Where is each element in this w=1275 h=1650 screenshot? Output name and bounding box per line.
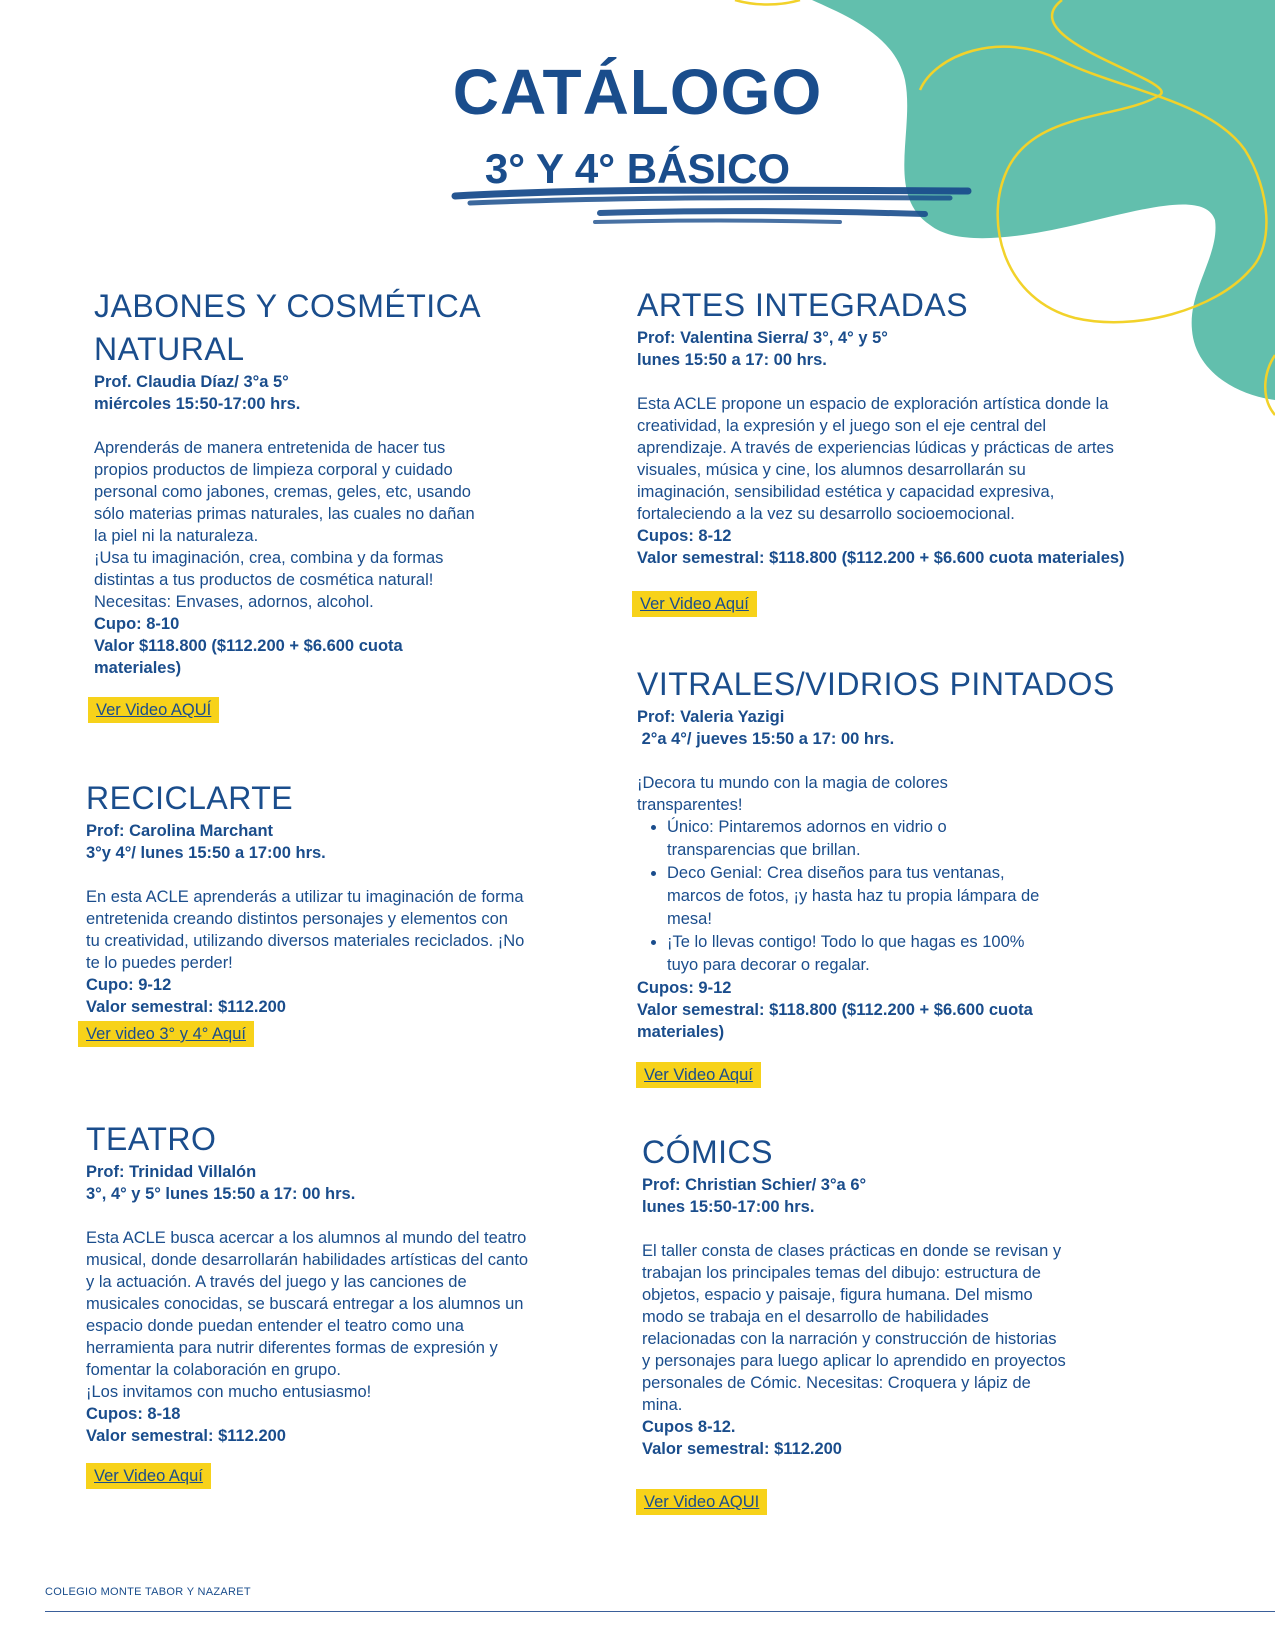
workshop-teatro [86,1118,606,1447]
workshop-title: JABONES Y COSMÉTICA NATURAL [94,288,482,367]
video-link-comics[interactable]: Ver Video AQUI [636,1489,767,1515]
workshop-description: Aprenderás de manera entretenida de hacer tus propios productos de limpieza corporal y cuidado personal como jabones, cremas, geles, etc, usando sólo materias primas naturales, las cuales no dañan la piel ni la naturaleza. ¡Usa tu imaginación, crea, combina y da formas distintas a tus productos de cosmética natural! Necesitas: Envases, adornos, alcohol. [94,439,475,611]
workshop-teacher: Prof. Claudia Díaz/ 3°a 5° [94,373,289,391]
workshop-teacher: Prof: Valentina Sierra/ 3°, 4° y 5° [637,329,888,347]
workshop-comics [642,1131,1162,1460]
workshop-description: Esta ACLE busca acercar a los alumnos al mundo del teatro musical, donde desarrollarán habilidades artísticas del canto y la actuación. A través del juego y las canciones de musicales conocidas, se buscará entregar a los alumnos un espacio donde puedan entender el teatro como una herramienta para nutrir diferentes formas de expresión y fomentar la colaboración en grupo. ¡Los invitamos con mucho entusiasmo! [86,1229,529,1401]
page-subtitle: 3° Y 4° BÁSICO [484,145,791,192]
workshop-price: Valor semestral: $118.800 ($112.200 + $6.600 cuota materiales) [637,1001,1033,1041]
workshop-teacher: Prof: Trinidad Villalón [86,1163,257,1181]
list-item: • Único: Pintaremos adornos en vidrio o transparencias que brillan. [667,816,1157,862]
workshop-price: Valor $118.800 ($112.200 + $6.600 cuota materiales) [94,637,403,677]
workshop-title: RECICLARTE [86,780,294,816]
workshop-cupo: Cupos 8-12. [642,1418,736,1436]
yellow-arc-top [735,0,800,5]
workshop-price: Valor semestral: $118.800 ($112.200 + $6.600 cuota materiales) [637,549,1125,567]
list-item: • Deco Genial: Crea diseños para tus ventanas, marcos de fotos, ¡y hasta haz tu propia lámpara de mesa! [667,862,1157,931]
brush-stroke-underline [455,190,968,222]
footer-school-name: COLEGIO MONTE TABOR Y NAZARET [45,1586,251,1598]
feature-list [637,816,1157,977]
workshop-title: CÓMICS [642,1134,773,1170]
workshop-teacher: Prof: Carolina Marchant [86,822,274,840]
workshop-description: El taller consta de clases prácticas en donde se revisan y trabajan los principales temas del dibujo: estructura de objetos, espacio y paisaje, figura humana. Del mismo modo se trabaja en el desarrollo de habilidades relacionadas con la narración y construcción de historias y personajes para luego aplicar lo aprendido en proyectos personales de Cómic. Necesitas: Croquera y lápiz de mina. [642,1242,1066,1414]
workshop-title: TEATRO [86,1121,217,1157]
workshop-schedule: 2°a 4°/ jueves 15:50 a 17: 00 hrs. [637,730,895,748]
workshop-vitrales [637,663,1157,1043]
list-item: • ¡Te lo llevas contigo! Todo lo que hagas es 100% tuyo para decorar o regalar. [667,931,1157,977]
page-title: CATÁLOGO [452,56,823,128]
video-link-vitrales[interactable]: Ver Video Aquí [636,1062,761,1088]
workshop-price: Valor semestral: $112.200 [86,1427,286,1445]
workshop-price: Valor semestral: $112.200 [642,1440,842,1458]
workshop-title: ARTES INTEGRADAS [637,287,969,323]
workshop-reciclarte [86,777,586,1018]
workshop-schedule: 3°y 4°/ lunes 15:50 a 17:00 hrs. [86,844,326,862]
video-link-reciclarte[interactable]: Ver video 3° y 4° Aquí [78,1021,254,1047]
workshop-artes-integradas [637,284,1197,569]
workshop-price: Valor semestral: $112.200 [86,998,286,1016]
workshop-schedule: miércoles 15:50-17:00 hrs. [94,395,301,413]
video-link-jabones[interactable]: Ver Video AQUÍ [88,697,219,723]
footer-divider [45,1611,1275,1612]
workshop-cupo: Cupo: 8-10 [94,615,180,633]
workshop-schedule: 3°, 4° y 5° lunes 15:50 a 17: 00 hrs. [86,1185,356,1203]
video-link-teatro[interactable]: Ver Video Aquí [86,1463,211,1489]
workshop-schedule: lunes 15:50 a 17: 00 hrs. [637,351,827,369]
workshop-jabones [94,285,554,679]
workshop-cupo: Cupos: 8-18 [86,1405,181,1423]
workshop-teacher: Prof: Christian Schier/ 3°a 6° [642,1176,867,1194]
workshop-schedule: lunes 15:50-17:00 hrs. [642,1198,815,1216]
workshop-description: ¡Decora tu mundo con la magia de colores transparentes! [637,774,948,814]
workshop-cupo: Cupos: 8-12 [637,527,732,545]
workshop-teacher: Prof: Valeria Yazigi [637,708,785,726]
workshop-cupo: Cupo: 9-12 [86,976,172,994]
video-link-artes-integradas[interactable]: Ver Video Aquí [632,591,757,617]
workshop-title: VITRALES/VIDRIOS PINTADOS [637,666,1115,702]
workshop-description: En esta ACLE aprenderás a utilizar tu imaginación de forma entretenida creando distintos personajes y elementos con tu creatividad, utilizando diversos materiales reciclados. ¡No te lo puedes perder! [86,888,525,972]
workshop-cupo: Cupos: 9-12 [637,979,732,997]
workshop-description: Esta ACLE propone un espacio de exploración artística donde la creatividad, la expresión y el juego son el eje central del aprendizaje. A través de experiencias lúdicas y prácticas de artes visuales, música y cine, los alumnos desarrollarán su imaginación, sensibilidad estética y capacidad expresiva, fortaleciendo a la vez su desarrollo socioemocional. [637,395,1114,523]
